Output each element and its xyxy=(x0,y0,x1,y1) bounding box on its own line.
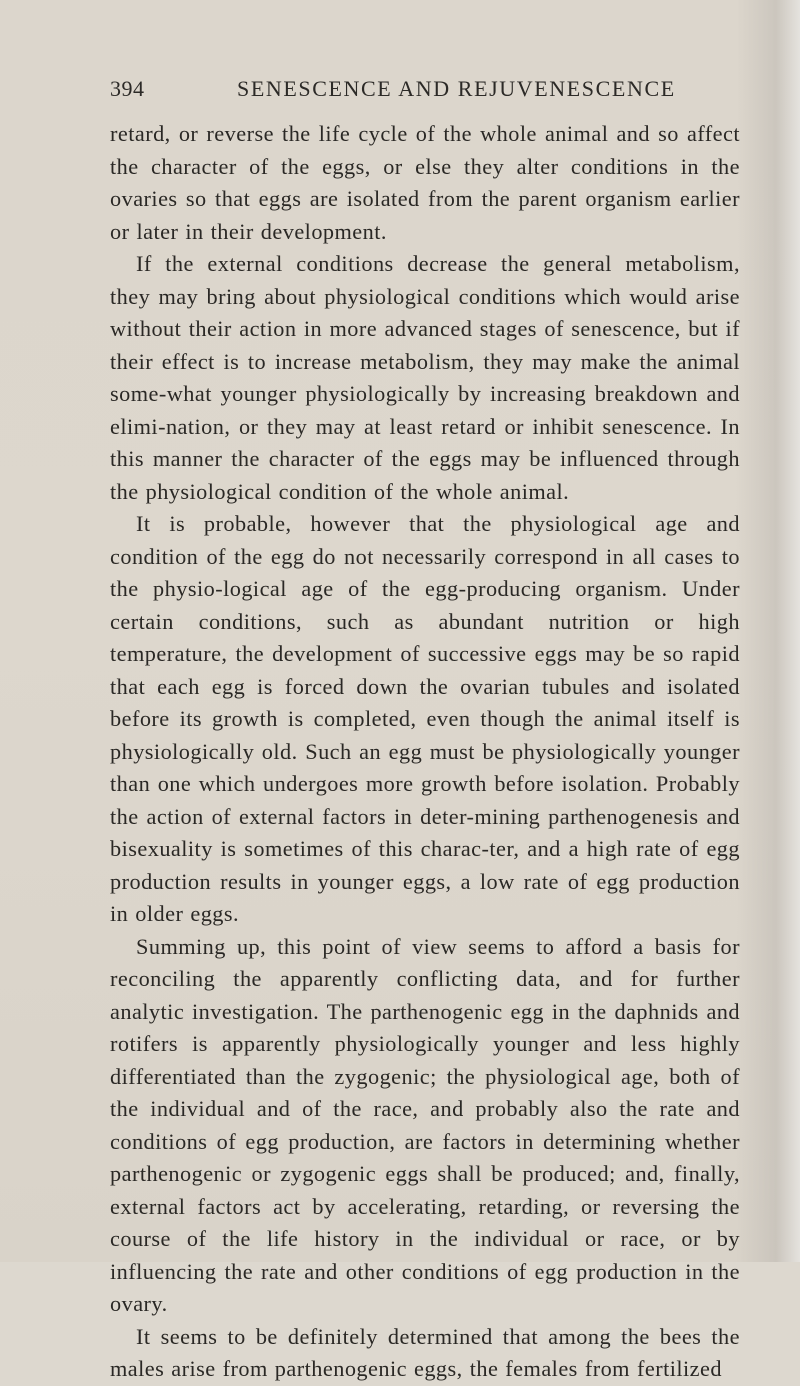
paragraph: Summing up, this point of view seems to afford a basis for reconciling the apparently conflicting data, and for further analytic investigation. The parthenogenic egg in the daphnids and rotifers is apparently physiologically younger and less highly differentiated than the zygogenic; the physiological age, both of the individual and of the race, and probably also the rate and conditions of egg production, are factors in determining whether parthenogenic or zygogenic eggs shall be produced; and, finally, external factors act by accelerating, retarding, or reversing the course of the life history in the individual or race, or by influencing the rate and other conditions of egg production in the ovary. xyxy=(110,933,740,1316)
running-head: SENESCENCE AND REJUVENESCENCE xyxy=(237,76,676,101)
paragraph: It is probable, however that the physiological age and condition of the egg do not necessarily correspond in all cases to the physio-logical age of the egg-producing organism. Under certain conditions, such as abundant nutrition or high temperature, the development of successive eggs may be so rapid that each egg is forced down the ovarian tubules and isolated before its growth is completed, even though the animal itself is physiologically old. Such an egg must be physiologically younger than one which undergoes more growth before isolation. Probably the action of external factors in deter-mining parthenogenesis and bisexuality is sometimes of this charac-ter, and a high rate of egg production results in younger eggs, a low rate of egg production in older eggs. xyxy=(110,511,740,926)
page-header xyxy=(110,76,740,106)
paragraph-continued: retard, or reverse the life cycle of the whole animal and so affect the character of the eggs, or else they alter conditions in the ovaries so that eggs are isolated from the parent organism earlier or later in their development. xyxy=(110,121,740,244)
paragraph: If the external conditions decrease the general metabolism, they may bring about physiological conditions which would arise without their action in more advanced stages of senescence, but if their effect is to increase metabolism, they may make the animal some-what younger physiologically by increasing breakdown and elimi-nation, or they may at least retard or inhibit senescence. In this manner the character of the eggs may be influenced through the physiological condition of the whole animal. xyxy=(110,251,740,504)
page-number: 394 xyxy=(110,76,145,101)
body-text xyxy=(110,118,740,1386)
paragraph: It seems to be definitely determined that among the bees the males arise from parthenogenic eggs, the females from fertilized xyxy=(110,1323,740,1381)
